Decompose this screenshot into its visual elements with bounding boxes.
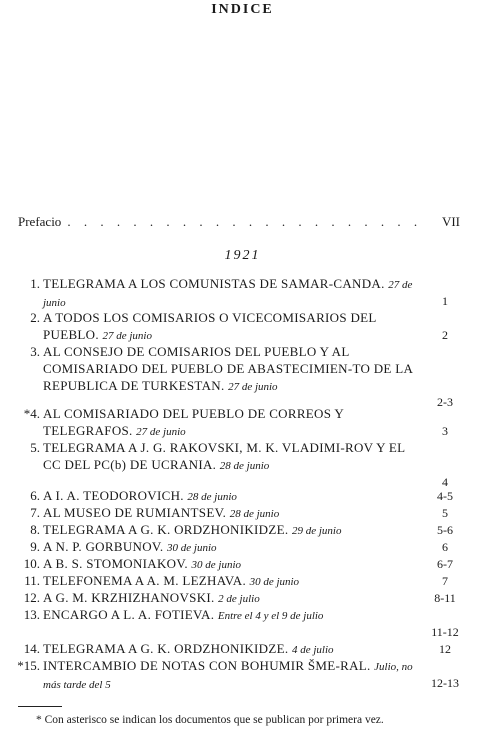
- entry-page: 2: [442, 327, 448, 342]
- entry-page: 2-3: [437, 395, 453, 410]
- entry-title: A B. S. STOMONIAKOV. 30 de junio: [43, 556, 241, 571]
- entry-title: A TODOS LOS COMISARIOS O VICECOMISARIOS DEL PUEBLO. 27 de junio: [43, 310, 377, 342]
- entry-date: Julio, no más tarde del 5: [43, 661, 413, 691]
- entry-page: 8-11: [434, 591, 456, 605]
- entry-title: INTERCAMBIO DE NOTAS CON BOHUMIR ŠME-RAL. Julio, no más tarde del 5: [43, 658, 413, 691]
- entry-date: 28 de junio: [219, 459, 270, 472]
- page-title: INDICE: [211, 2, 274, 17]
- entry-page: 7: [442, 574, 448, 588]
- entry-date: 27 de junio: [102, 329, 152, 342]
- entry-date: 27 de junio: [136, 425, 186, 438]
- entry-title: AL MUSEO DE RUMIANTSEV. 28 de junio: [43, 505, 280, 520]
- entry-page: 3: [442, 423, 448, 438]
- entry-number: *15.: [17, 658, 40, 673]
- entry-number: 8.: [30, 522, 40, 537]
- entry-page: 6: [442, 540, 448, 554]
- entry-date: 30 de junio: [191, 559, 241, 571]
- entry-date: Entre el 4 y el 9 de julio: [217, 610, 324, 622]
- entry-page: 12: [439, 642, 451, 656]
- entry-number: 12.: [23, 590, 40, 605]
- entry-title: A G. M. KRZHIZHANOVSKI. 2 de julio: [43, 590, 260, 605]
- entry-number: 9.: [30, 539, 40, 554]
- entry-page: 11-12: [431, 624, 459, 639]
- entry-date: 2 de julio: [218, 593, 260, 605]
- entry-title: ENCARGO A L. A. FOTIEVA. Entre el 4 y el 9 de julio: [43, 607, 324, 622]
- entry-number: 2.: [30, 310, 40, 325]
- entry-number: 11.: [24, 573, 40, 588]
- entry-date: 30 de junio: [167, 542, 217, 554]
- entry-date: 28 de junio: [187, 491, 237, 503]
- footnote-divider: [18, 706, 62, 707]
- entry-date: 29 de junio: [291, 525, 342, 537]
- entry-number: 3.: [30, 344, 40, 359]
- leader-dots: . . . . . . . . . . . . . . . . . . . . . .: [67, 214, 423, 229]
- entry-number: 10.: [23, 556, 40, 571]
- entry-date: 27 de junio: [43, 279, 413, 309]
- year-heading: 1921: [224, 248, 261, 263]
- entry-page: 5-6: [437, 523, 453, 537]
- entry-title: A N. P. GORBUNOV. 30 de junio: [43, 539, 217, 554]
- entry-number: 14.: [23, 641, 40, 656]
- entry-date: 4 de julio: [291, 644, 334, 656]
- entry-page: 5: [442, 506, 448, 520]
- entry-title: TELEGRAMA A G. K. ORDZHONIKIDZE. 29 de junio: [43, 522, 342, 537]
- entry-page: 4-5: [437, 489, 453, 503]
- entry-title: TELEGRAMA A J. G. RAKOVSKI, M. K. VLADIMI-ROV Y EL CC DEL PC(b) DE UCRANIA. 28 de junio: [43, 440, 405, 472]
- prefacio-page: VII: [441, 214, 460, 229]
- entry-page: 6-7: [437, 557, 453, 571]
- entry-title: TELEFONEMA A A. M. LEZHAVA. 30 de junio: [43, 573, 300, 588]
- entry-title: TELEGRAMA A LOS COMUNISTAS DE SAMAR-CANDA. 27 de junio: [43, 276, 413, 309]
- entry-number: 13.: [23, 607, 40, 622]
- entry-title: AL CONSEJO DE COMISARIOS DEL PUEBLO Y AL COMISARIADO DEL PUEBLO DE ABASTECIMIEN-TO DE LA REPUBLICA DE TURKESTAN. 27 de junio: [43, 344, 413, 393]
- entry-date: 30 de junio: [249, 576, 300, 588]
- footnote: * Con asterisco se indican los documentos que se publican por primera vez.: [36, 714, 384, 726]
- entry-number: 6.: [30, 488, 40, 503]
- entry-number: 5.: [30, 440, 40, 455]
- entry-page: 12-13: [431, 675, 459, 690]
- entry-title: A I. A. TEODOROVICH. 28 de junio: [43, 488, 237, 503]
- entry-title: TELEGRAMA A G. K. ORDZHONIKIDZE. 4 de julio: [43, 641, 334, 656]
- entry-title: AL COMISARIADO DEL PUEBLO DE CORREOS Y TELEGRAFOS. 27 de junio: [43, 406, 344, 438]
- entry-number: *4.: [23, 406, 40, 421]
- entry-date: 28 de junio: [229, 508, 280, 520]
- prefacio-entry: [18, 214, 460, 231]
- entry-date: 27 de junio: [228, 380, 278, 393]
- entry-page: 4: [442, 474, 448, 489]
- entry-number: 1.: [30, 276, 40, 291]
- entry-number: 7.: [30, 505, 40, 520]
- prefacio-label: Prefacio: [18, 214, 62, 229]
- entry-page: 1: [442, 293, 448, 308]
